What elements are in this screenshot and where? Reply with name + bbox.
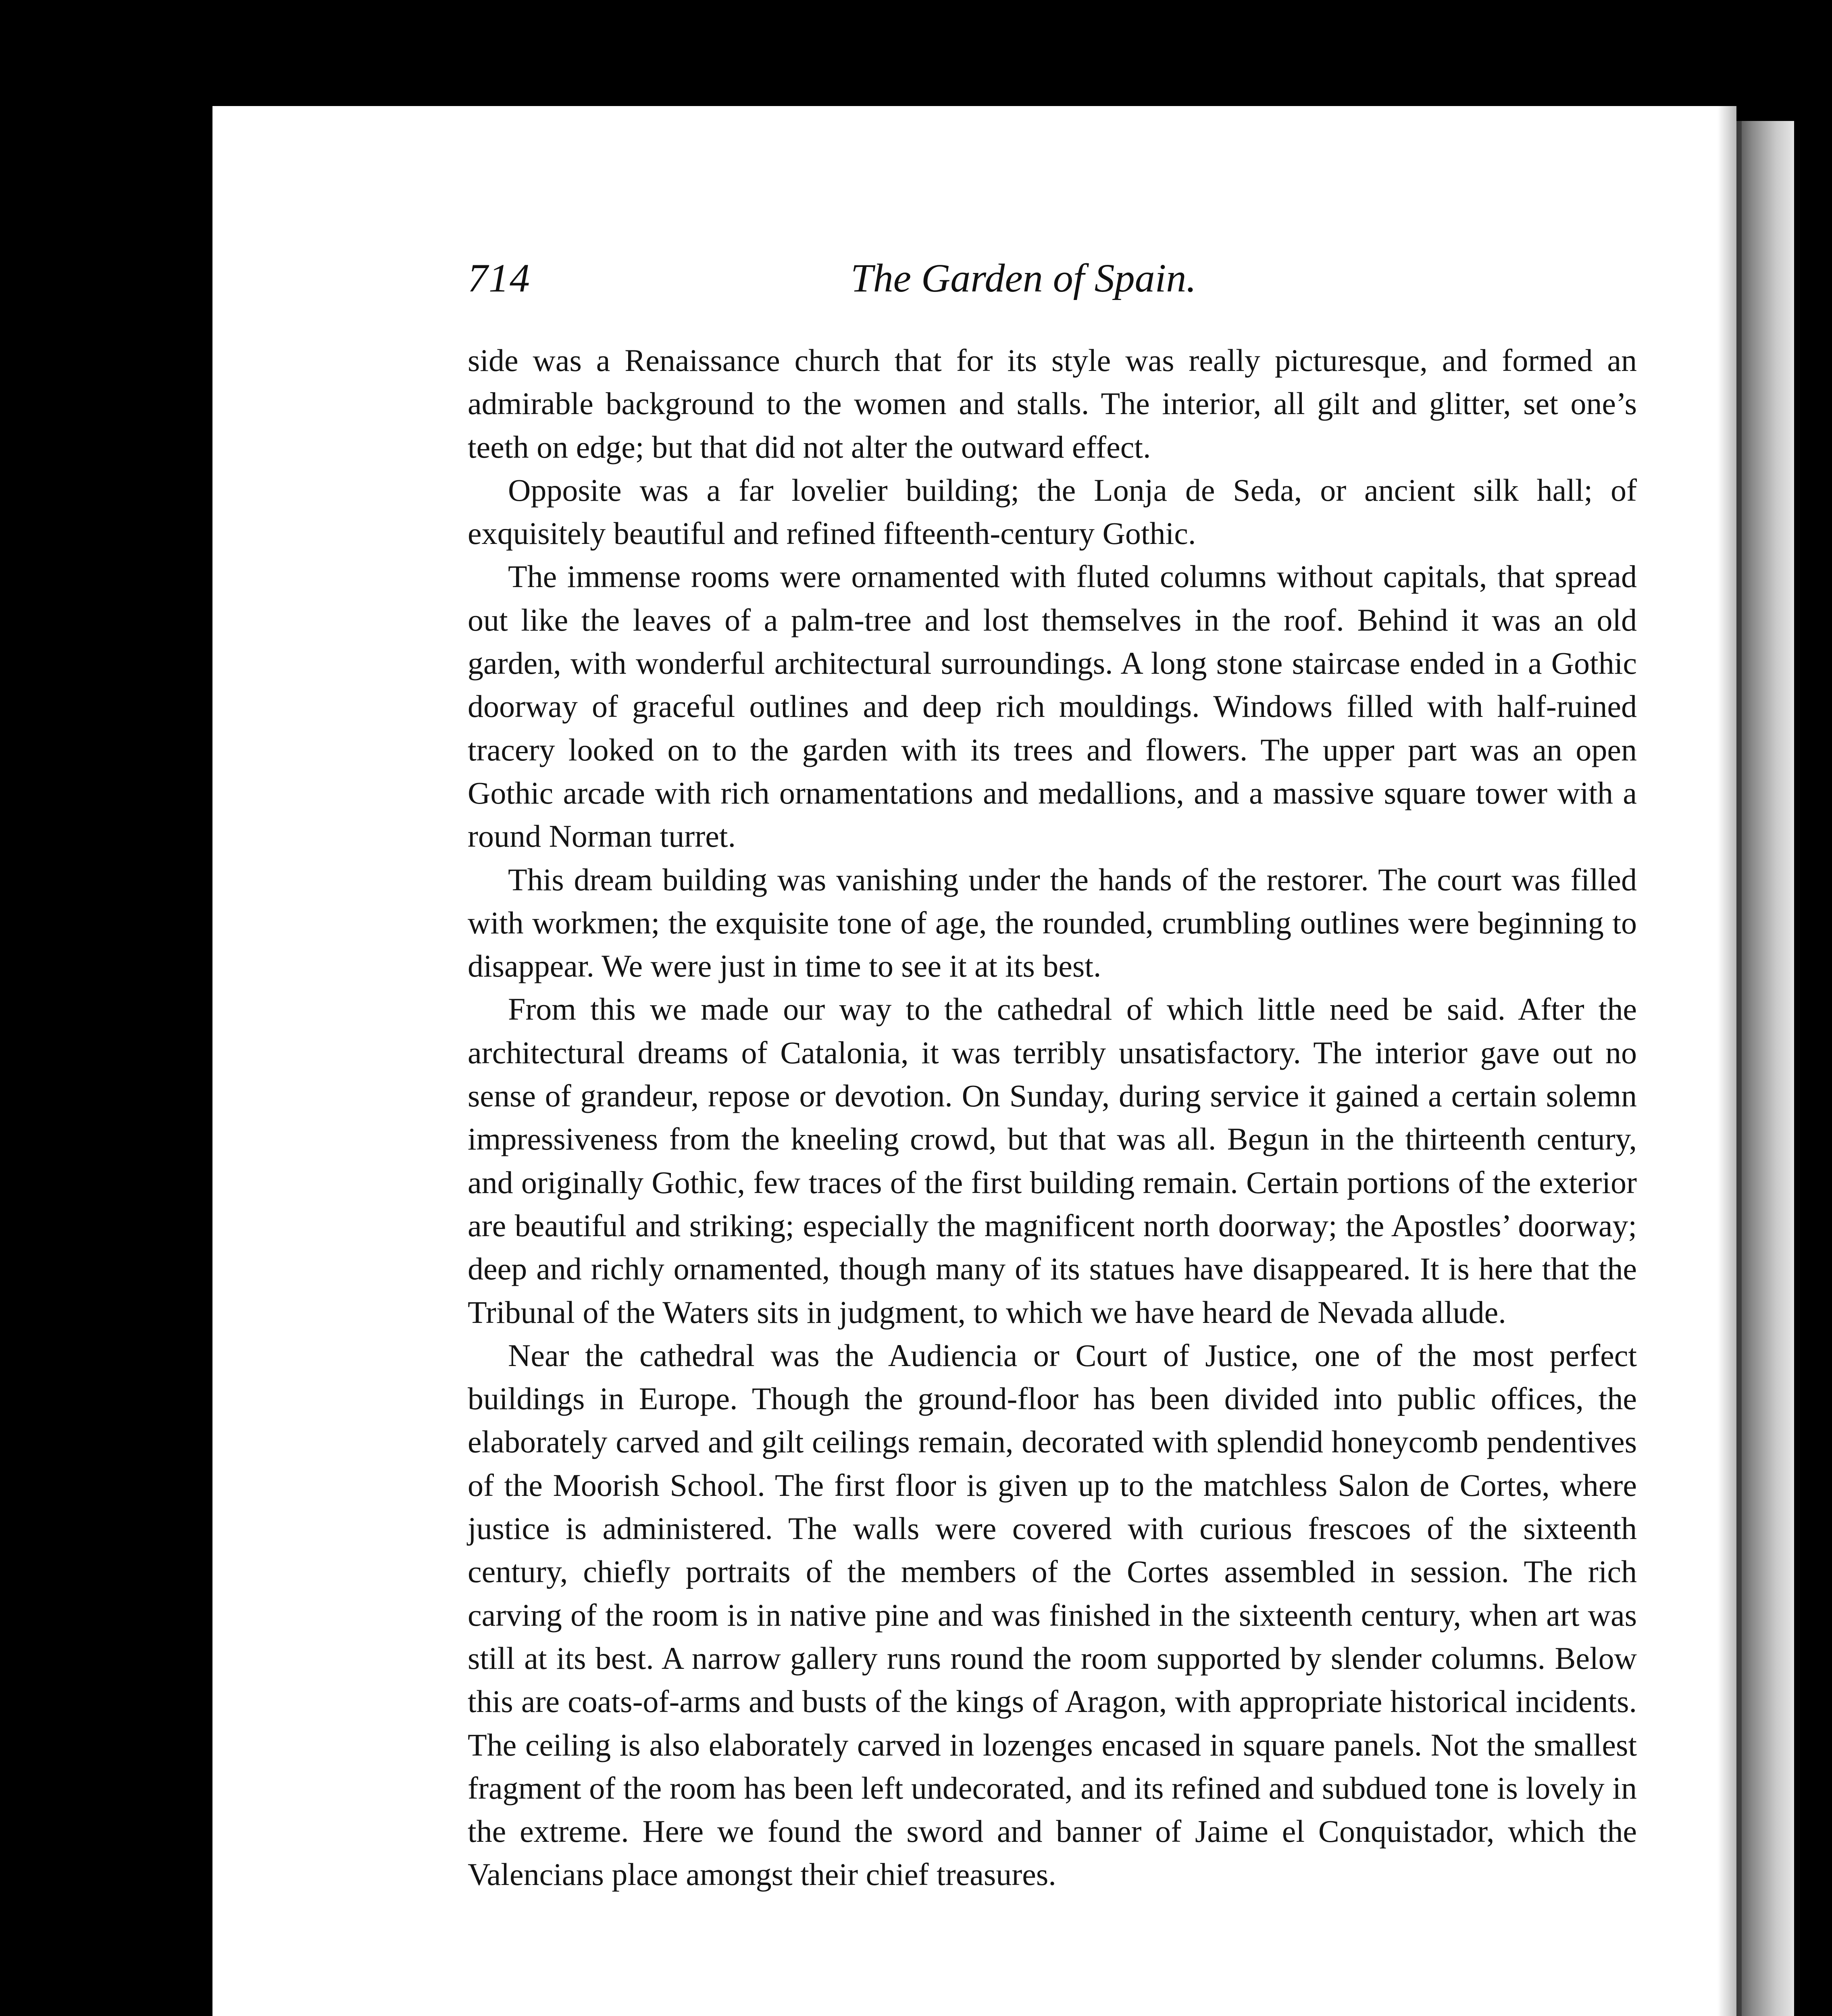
paragraph-6: Near the cathedral was the Audiencia or Court of Justice, one of the most perfect buildings in Europe. Though the ground-floor has been divided into public offices, the elaborately carved and gilt ceilings remain, decorated with splendid honeycomb pendentives of the Moorish School. The first floor is given up to the matchless Salon de Cortes, where justice is administered. The walls were covered with curious frescoes of the sixteenth century, chiefly portraits of the members of the Cortes assembled in session. The rich carving of the room is in native pine and was finished in the sixteenth century, when art was still at its best. A narrow gallery runs round the room supported by slender columns. Below this are coats-of-arms and busts of the kings of Aragon, with appropriate historical incidents. The ceiling is also elaborately carved in lozenges encased in square panels. Not the smallest fragment of the room has been left undecorated, and its refined and subdued tone is lovely in the extreme. Here we found the sword and banner of Jaime el Conquistador, which the Valencians place amongst their chief treasures. (468, 1337, 1637, 1892)
body-text (468, 339, 1637, 1896)
paragraph-3: The immense rooms were ornamented with fluted columns without capitals, that spread out like the leaves of a palm-tree and lost themselves in the roof. Behind it was an old garden, with wonderful architectural surroundings. A long stone staircase ended in a Gothic doorway of graceful outlines and deep rich mouldings. Windows filled with half-ruined tracery looked on to the garden with its trees and flowers. The upper part was an open Gothic arcade with rich ornamentations and medallions, and a massive square tower with a round Norman turret. (468, 559, 1637, 854)
page-header (468, 250, 1681, 306)
paragraph-5: From this we made our way to the cathedral of which little need be said. After the architectural dreams of Catalonia, it was terribly unsatisfactory. The interior gave out no sense of grandeur, repose or devotion. On Sunday, during service it gained a certain solemn impressiveness from the kneeling crowd, but that was all. Begun in the thirteenth century, and originally Gothic, few traces of the first building remain. Certain portions of the exterior are beautiful and striking; especially the magnificent north doorway; the Apostles’ doorway; deep and richly ornamented, though many of its statues have disappeared. It is here that the Tribunal of the Waters sits in judgment, to which we have heard de Nevada allude. (468, 991, 1637, 1330)
paragraph-2: Opposite was a far lovelier building; the Lonja de Seda, or ancient silk hall; of exquisitely beautiful and refined fifteenth-century Gothic. (468, 472, 1637, 551)
adjacent-page-edge (1734, 121, 1794, 2016)
paragraph-4: This dream building was vanishing under the hands of the restorer. The court was filled with workmen; the exquisite tone of age, the rounded, crumbling outlines were beginning to disappear. We were just in time to see it at its best. (468, 862, 1637, 984)
running-title: The Garden of Spain. (851, 256, 1197, 300)
page-gutter-shadow (1718, 106, 1742, 2016)
page-number: 714 (468, 256, 531, 300)
paragraph-1: side was a Renaissance church that for its style was really picturesque, and formed an admirable background to the women and stalls. The interior, all gilt and glitter, set one’s teeth on edge; but that did not alter the outward effect. (468, 343, 1637, 464)
